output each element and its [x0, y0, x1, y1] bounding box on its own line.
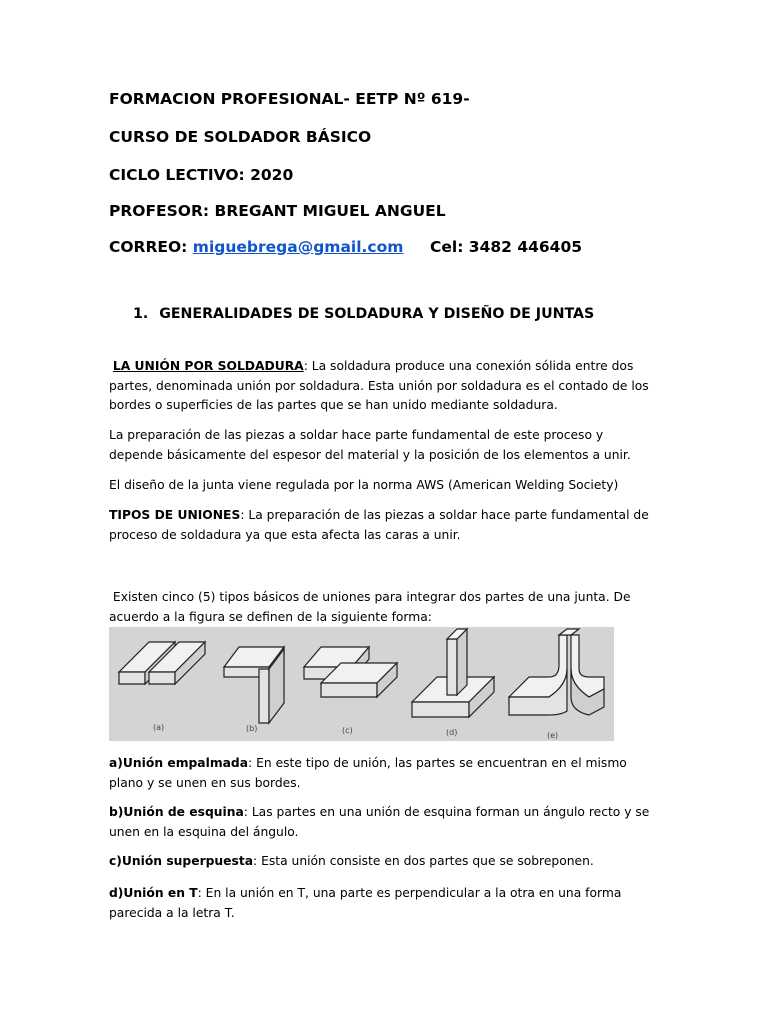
paragraph-text: : La soldadura produce una conexión sólida entre dos partes, denominada unión por soldadura. Esta unión por soldadura es el contado de los bordes o superficies de las partes que se han unido mediante soldadura.: [109, 359, 649, 412]
figure-label-a: (a): [153, 723, 165, 732]
definition-union-de-esquina: [109, 803, 657, 842]
header-line-contact: [109, 238, 403, 256]
email-link[interactable]: miguebrega@gmail.com: [192, 238, 404, 256]
definition-label: b)Unión de esquina: [109, 805, 244, 819]
definition-union-empalmada: [109, 754, 657, 793]
correo-label: CORREO:: [109, 238, 188, 256]
definition-text: : En este tipo de unión, las partes se encuentran en el mismo plano y se unen en sus bordes.: [109, 756, 627, 790]
header-line-professor: PROFESOR: BREGANT MIGUEL ANGUEL: [109, 202, 446, 220]
figure-label-d: (d): [446, 728, 458, 737]
paragraph-text: Existen cinco (5) tipos básicos de uniones para integrar dos partes de una junta. De acuerdo a la figura se definen de la siguiente forma:: [109, 590, 631, 624]
section-heading: [133, 306, 594, 322]
paragraph-norma-aws: El diseño de la junta viene regulada por la norma AWS (American Welding Society): [109, 478, 619, 492]
definition-label: a)Unión empalmada: [109, 756, 249, 770]
definition-label: c)Unión superpuesta: [109, 854, 254, 868]
definition-label: d)Unión en T: [109, 886, 198, 900]
header-line-course: CURSO DE SOLDADOR BÁSICO: [109, 128, 372, 146]
cel-number: Cel: 3482 446405: [430, 238, 583, 256]
paragraph-label: TIPOS DE UNIONES: [109, 508, 241, 522]
paragraph-label: LA UNIÓN POR SOLDADURA: [112, 359, 304, 373]
paragraph-tipos-de-uniones: [109, 506, 657, 545]
joint-types-illustration: [109, 627, 614, 741]
header-line-institution: FORMACION PROFESIONAL- EETP Nº 619-: [109, 90, 470, 108]
definition-text: : En la unión en T, una parte es perpendicular a la otra en una forma parecida a la letra T.: [109, 886, 622, 920]
figure-label-c: (c): [342, 726, 353, 735]
joint-types-figure: [109, 627, 614, 741]
figure-label-e: (e): [547, 731, 559, 740]
definition-union-en-t: [109, 884, 657, 923]
section-title: GENERALIDADES DE SOLDADURA Y DISEÑO DE JUNTAS: [159, 306, 595, 322]
paragraph-text: : La preparación de las piezas a soldar hace parte fundamental de proceso de soldadura ya que esta afecta las caras a unir.: [109, 508, 649, 542]
definition-text: : Las partes en una unión de esquina forman un ángulo recto y se unen en la esquina del ángulo.: [109, 805, 650, 839]
paragraph-preparacion: La preparación de las piezas a soldar hace parte fundamental de este proceso y depende básicamente del espesor del material y la posición de los elementos a unir.: [109, 428, 631, 462]
figure-label-b: (b): [246, 724, 258, 733]
paragraph-cinco-tipos: [109, 588, 657, 627]
definition-union-superpuesta: [109, 852, 657, 872]
definition-text: : Esta unión consiste en dos partes que se sobreponen.: [253, 854, 594, 868]
section-number: 1.: [133, 306, 149, 322]
header-line-cycle: CICLO LECTIVO: 2020: [109, 166, 294, 184]
paragraph-union-por-soldadura: [109, 357, 657, 416]
